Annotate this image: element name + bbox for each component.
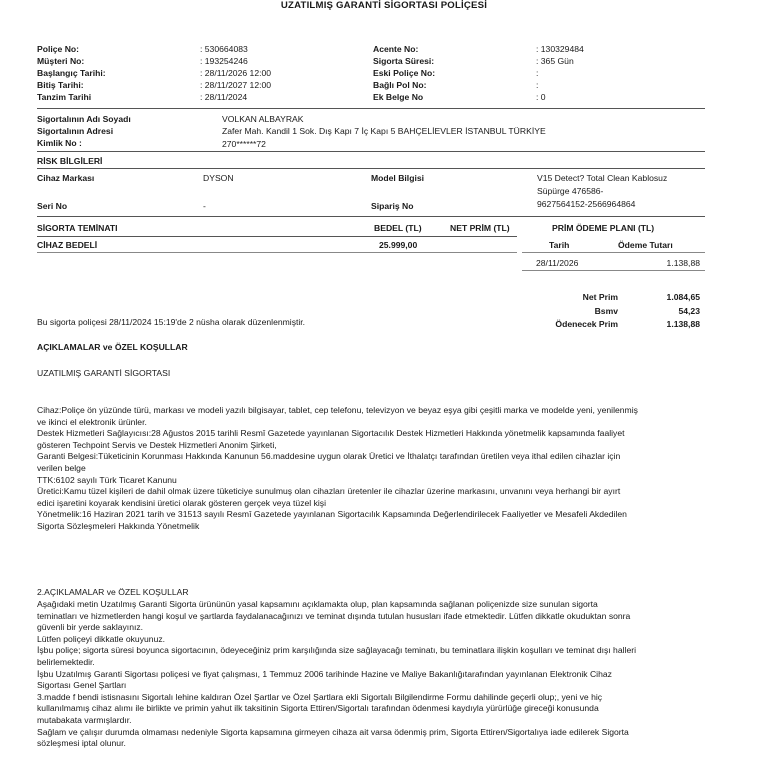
divider — [37, 151, 705, 152]
start-date-value: : 28/11/2026 12:00 — [200, 68, 272, 78]
payable-premium-value: 1.138,88 — [666, 319, 700, 329]
agency-no-value: : 130329484 — [536, 44, 584, 54]
section1-body — [37, 405, 707, 533]
text-line: Cihaz:Poliçe ön yüzünde türü, markası ve modeli yazılı bilgisayar, tablet, cep telefonu, televizyon ve beyaz eşya gibi çeşitli marka ve modelde yeni, yenilenmiş — [37, 405, 638, 415]
divider — [522, 270, 705, 271]
net-premium-value: 1.084,65 — [666, 292, 700, 302]
section1-subtitle: UZATILMIŞ GARANTİ SİGORTASI — [37, 368, 171, 378]
start-date-label: Başlangıç Tarihi: — [37, 68, 106, 78]
payment-plan-header: PRİM ÖDEME PLANI (TL) — [552, 223, 655, 233]
section2-body — [37, 599, 707, 750]
issue-date-value: : 28/11/2024 — [200, 92, 248, 102]
text-line: İşbu poliçe; sigorta süresi boyunca sigortacının, ödeyeceğiniz prim karşılığında size sağlayacağı teminatı, bu teminatlara ilişkin koşulları ve teminat dışı halleri — [37, 645, 636, 656]
text-line: 3.madde f bendi istisnasını Sigortalı lehine kaldıran Özel Şartlar ve Özel Şartlara ekli Sigortalı Bilgilendirme Formu dahilinde geçerli olup;, yeni ve hiç — [37, 691, 603, 702]
text-line: İşbu Uzatılmış Garanti Sigortası poliçesi ve fiyat çalışması, 1 Temmuz 2006 tarihinde Hazine ve Maliye Bakanlığıtarafından yayınlanan Elektronik Cihaz — [37, 668, 612, 679]
duration-label: Sigorta Süresi: — [373, 56, 435, 66]
text-line: kullanılmamış cihaz alımı ile birlikte ve primin yahut ilk taksitinin Sigorta Ettiren/Sigortalı tarafından ödenmesi kaydıyla yürürlüğe gireceği konusunda — [37, 703, 599, 714]
plan-date: 28/11/2026 — [536, 258, 579, 268]
insured-name: VOLKAN ALBAYRAK — [222, 114, 304, 124]
bsmv-label: Bsmv — [594, 306, 618, 316]
text-line: TTK:6102 sayılı Türk Ticaret Kanunu — [37, 474, 177, 485]
insured-name-label: Sigortalının Adı Soyadı — [37, 114, 131, 124]
policy-no-label: Poliçe No: — [37, 44, 80, 54]
text-line: mutabakata varmışlardır. — [37, 714, 132, 725]
text-line: teminatları ve hizmetlerden hangi koşul ve şartlarda faydalanacağınızı ve teminat dışında tutulan hususları ifade etmektedir. Lütfen dikkatle okuduktan sonra — [37, 610, 631, 621]
text-line: belirlemektedir. — [37, 656, 95, 667]
linked-policy-value: : — [536, 80, 539, 90]
insured-address-label: Sigortalının Adresi — [37, 126, 114, 136]
linked-policy-label: Bağlı Pol No: — [373, 80, 427, 90]
id-label: Kimlik No : — [37, 138, 82, 148]
model-value-line1: V15 Detect? Total Clean Kablosuz — [537, 173, 668, 183]
text-line: Lütfen poliçeyi dikkatle okuyunuz. — [37, 633, 166, 644]
issued-note: Bu sigorta poliçesi 28/11/2024 15:19'de 2 nüsha olarak düzenlenmiştir. — [37, 317, 306, 327]
payable-premium-label: Ödenecek Prim — [555, 319, 618, 329]
agency-no-label: Acente No: — [373, 44, 419, 54]
text-line: Üretici:Kamu tüzel kişileri de dahil olmak üzere tüketiciye sunulmuş olan cihazları üretenler ile cihazlar üzerine markasını, unvanını veya herhangi bir ayırt — [37, 486, 621, 497]
issue-date-label: Tanzim Tarihi — [37, 92, 92, 102]
policy-no-value: : 530664083 — [200, 44, 248, 54]
old-policy-label: Eski Poliçe No: — [373, 68, 436, 78]
brand-value: DYSON — [203, 173, 234, 183]
plan-amount-header: Ödeme Tutarı — [618, 240, 673, 250]
text-line: Sigortası Genel Şartları — [37, 680, 127, 691]
text-line: verilen belge — [37, 462, 86, 473]
bsmv-value: 54,23 — [678, 306, 700, 316]
divider — [37, 216, 705, 217]
page-title: UZATILMIŞ GARANTİ SİGORTASI POLİÇESİ — [280, 0, 488, 11]
divider — [37, 252, 517, 253]
divider — [522, 252, 705, 253]
order-value: 9627564152-2566964864 — [537, 199, 636, 209]
text-line: gösteren Techpoint Servis ve Destek Hizmetleri Anonim Şirketi, — [37, 439, 277, 450]
attachment-no-label: Ek Belge No — [373, 92, 424, 102]
net-premium-header: NET PRİM (TL) — [450, 223, 510, 233]
brand-label: Cihaz Markası — [37, 173, 95, 183]
coverage-header: SİGORTA TEMİNATI — [37, 223, 118, 233]
plan-amount: 1.138,88 — [666, 258, 700, 268]
divider — [37, 108, 705, 109]
text-line: güvenli bir yerde saklayınız. — [37, 622, 144, 633]
text-line: sözleşmesi iptal olunur. — [37, 738, 126, 749]
coverage-item-amount: 25.999,00 — [379, 240, 418, 250]
serial-value: - — [203, 201, 206, 211]
end-date-label: Bitiş Tarihi: — [37, 80, 84, 90]
old-policy-value: : — [536, 68, 539, 78]
section2-title: 2.AÇIKLAMALAR ve ÖZEL KOŞULLAR — [37, 587, 189, 597]
order-label: Sipariş No — [371, 201, 414, 211]
text-line: Yönetmelik:16 Haziran 2021 tarih ve 31513 sayılı Resmî Gazetede yayınlanan Sigortacılık Kapsamında Değerlendirilecek Faaliyetler ve Mesafeli Akdedilen — [37, 509, 627, 520]
attachment-no-value: : 0 — [536, 92, 546, 102]
text-line: Sağlam ve çalışır durumda olmaması nedeniyle Sigorta kapsamına girmeyen cihaza ait varsa ödenmiş prim, Sigorta Ettiren/Sigortalıya iade edilerek Sigorta — [37, 726, 629, 737]
net-premium-label: Net Prim — [582, 292, 618, 302]
risk-section-title: RİSK BİLGİLERİ — [37, 156, 103, 166]
section1-title: AÇIKLAMALAR ve ÖZEL KOŞULLAR — [37, 342, 188, 352]
serial-label: Seri No — [37, 201, 68, 211]
model-label: Model Bilgisi — [371, 173, 424, 183]
model-value-line2: Süpürge 476586- — [537, 186, 604, 196]
customer-no-value: : 193254246 — [200, 56, 248, 66]
text-line: Aşağıdaki metin Uzatılmış Garanti Sigorta ürününün yasal kapsamını açıklamakta olup, plan kapsamında sağlanan poliçenizde size sunulan sigorta — [37, 599, 598, 609]
end-date-value: : 28/11/2027 12:00 — [200, 80, 272, 90]
text-line: edici işaretini koyarak kendisini üretici olarak gösteren gerçek veya tüzel kişi — [37, 497, 326, 508]
customer-no-label: Müşteri No: — [37, 56, 85, 66]
plan-date-header: Tarih — [549, 240, 570, 250]
insured-address: Zafer Mah. Kandil 1 Sok. Dış Kapı 7 İç Kapı 5 BAHÇELİEVLER İSTANBUL TÜRKİYE — [222, 126, 546, 136]
coverage-item: CİHAZ BEDELİ — [37, 240, 98, 250]
duration-value: : 365 Gün — [536, 56, 574, 66]
text-line: Destek Hizmetleri Sağlayıcısı:28 Ağustos 2015 tarihli Resmî Gazetede yayınlanan Sigortacılık Destek Hizmetleri Hakkında yönetmelik kapsamında faaliyet — [37, 428, 625, 439]
divider — [37, 236, 517, 237]
text-line: Sigorta Sözleşmeleri Hakkında Yönetmelik — [37, 520, 200, 531]
id-value: 270******72 — [222, 139, 266, 149]
divider — [37, 168, 705, 169]
text-line: Garanti Belgesi:Tüketicinin Korunması Hakkında Kanunun 56.maddesine uygun olarak Üretici ve İthalatçı tarafından üretilen veya ithal edilen cihazlar için — [37, 451, 621, 462]
text-line: ve ikinci el elektronik ürünler. — [37, 416, 147, 427]
amount-header: BEDEL (TL) — [374, 223, 422, 233]
